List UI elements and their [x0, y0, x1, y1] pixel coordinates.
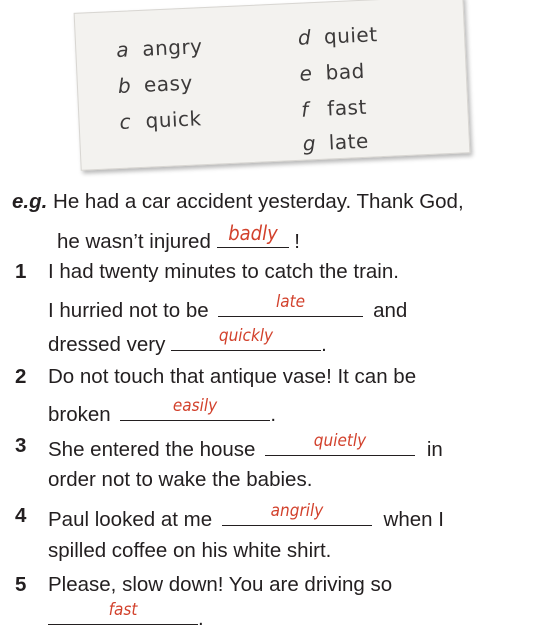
word-g: g late	[302, 128, 370, 156]
item-number: 2	[15, 365, 27, 388]
answer-blank[interactable]	[171, 326, 321, 351]
answer-text: late	[276, 292, 306, 312]
answer-text: quickly	[218, 326, 274, 346]
word-d: d quiet	[297, 22, 379, 50]
item-2-line-1: Do not touch that antique vase! It can be	[48, 365, 417, 388]
example-line-2: he wasn’t injured badly !	[57, 221, 300, 253]
word-a: a angry	[115, 34, 203, 63]
item-5-line-2: fast .	[48, 603, 204, 631]
word-b: b easy	[117, 70, 194, 98]
word-card	[74, 0, 471, 171]
example-marker: e.g.	[12, 190, 48, 213]
item-4-line-2: spilled coffee on his white shirt.	[48, 539, 332, 562]
answer-text: angrily	[270, 501, 324, 521]
answer-blank[interactable]	[217, 221, 289, 248]
answer-text: quietly	[313, 431, 367, 451]
item-1-line-2: I hurried not to be late and	[48, 292, 408, 322]
answer-text: fast	[108, 600, 138, 620]
answer-blank[interactable]	[265, 431, 415, 456]
answer-blank[interactable]	[222, 501, 372, 526]
item-number: 5	[15, 573, 27, 596]
item-number: 3	[15, 434, 27, 457]
item-3-line-1: She entered the house quietly in	[48, 431, 443, 461]
answer-text: easily	[173, 396, 218, 416]
example-line-1: e.g. He had a car accident yesterday. Thank God,	[12, 190, 464, 213]
item-1-line-1: I had twenty minutes to catch the train.	[48, 260, 399, 283]
item-3-line-2: order not to wake the babies.	[48, 468, 313, 491]
item-number: 1	[15, 260, 27, 283]
item-5-line-1: Please, slow down! You are driving so	[48, 573, 393, 596]
item-1-line-3: dressed very quickly .	[48, 326, 327, 356]
item-4-line-1: Paul looked at me angrily when I	[48, 501, 444, 531]
item-number: 4	[15, 504, 27, 527]
word-c: c quick	[119, 106, 203, 134]
answer-blank[interactable]	[48, 600, 198, 625]
word-f: f fast	[300, 94, 368, 122]
item-2-line-2: broken easily .	[48, 396, 277, 426]
word-e: e bad	[299, 58, 366, 86]
answer-text: badly	[227, 221, 278, 245]
answer-blank[interactable]	[218, 292, 363, 317]
